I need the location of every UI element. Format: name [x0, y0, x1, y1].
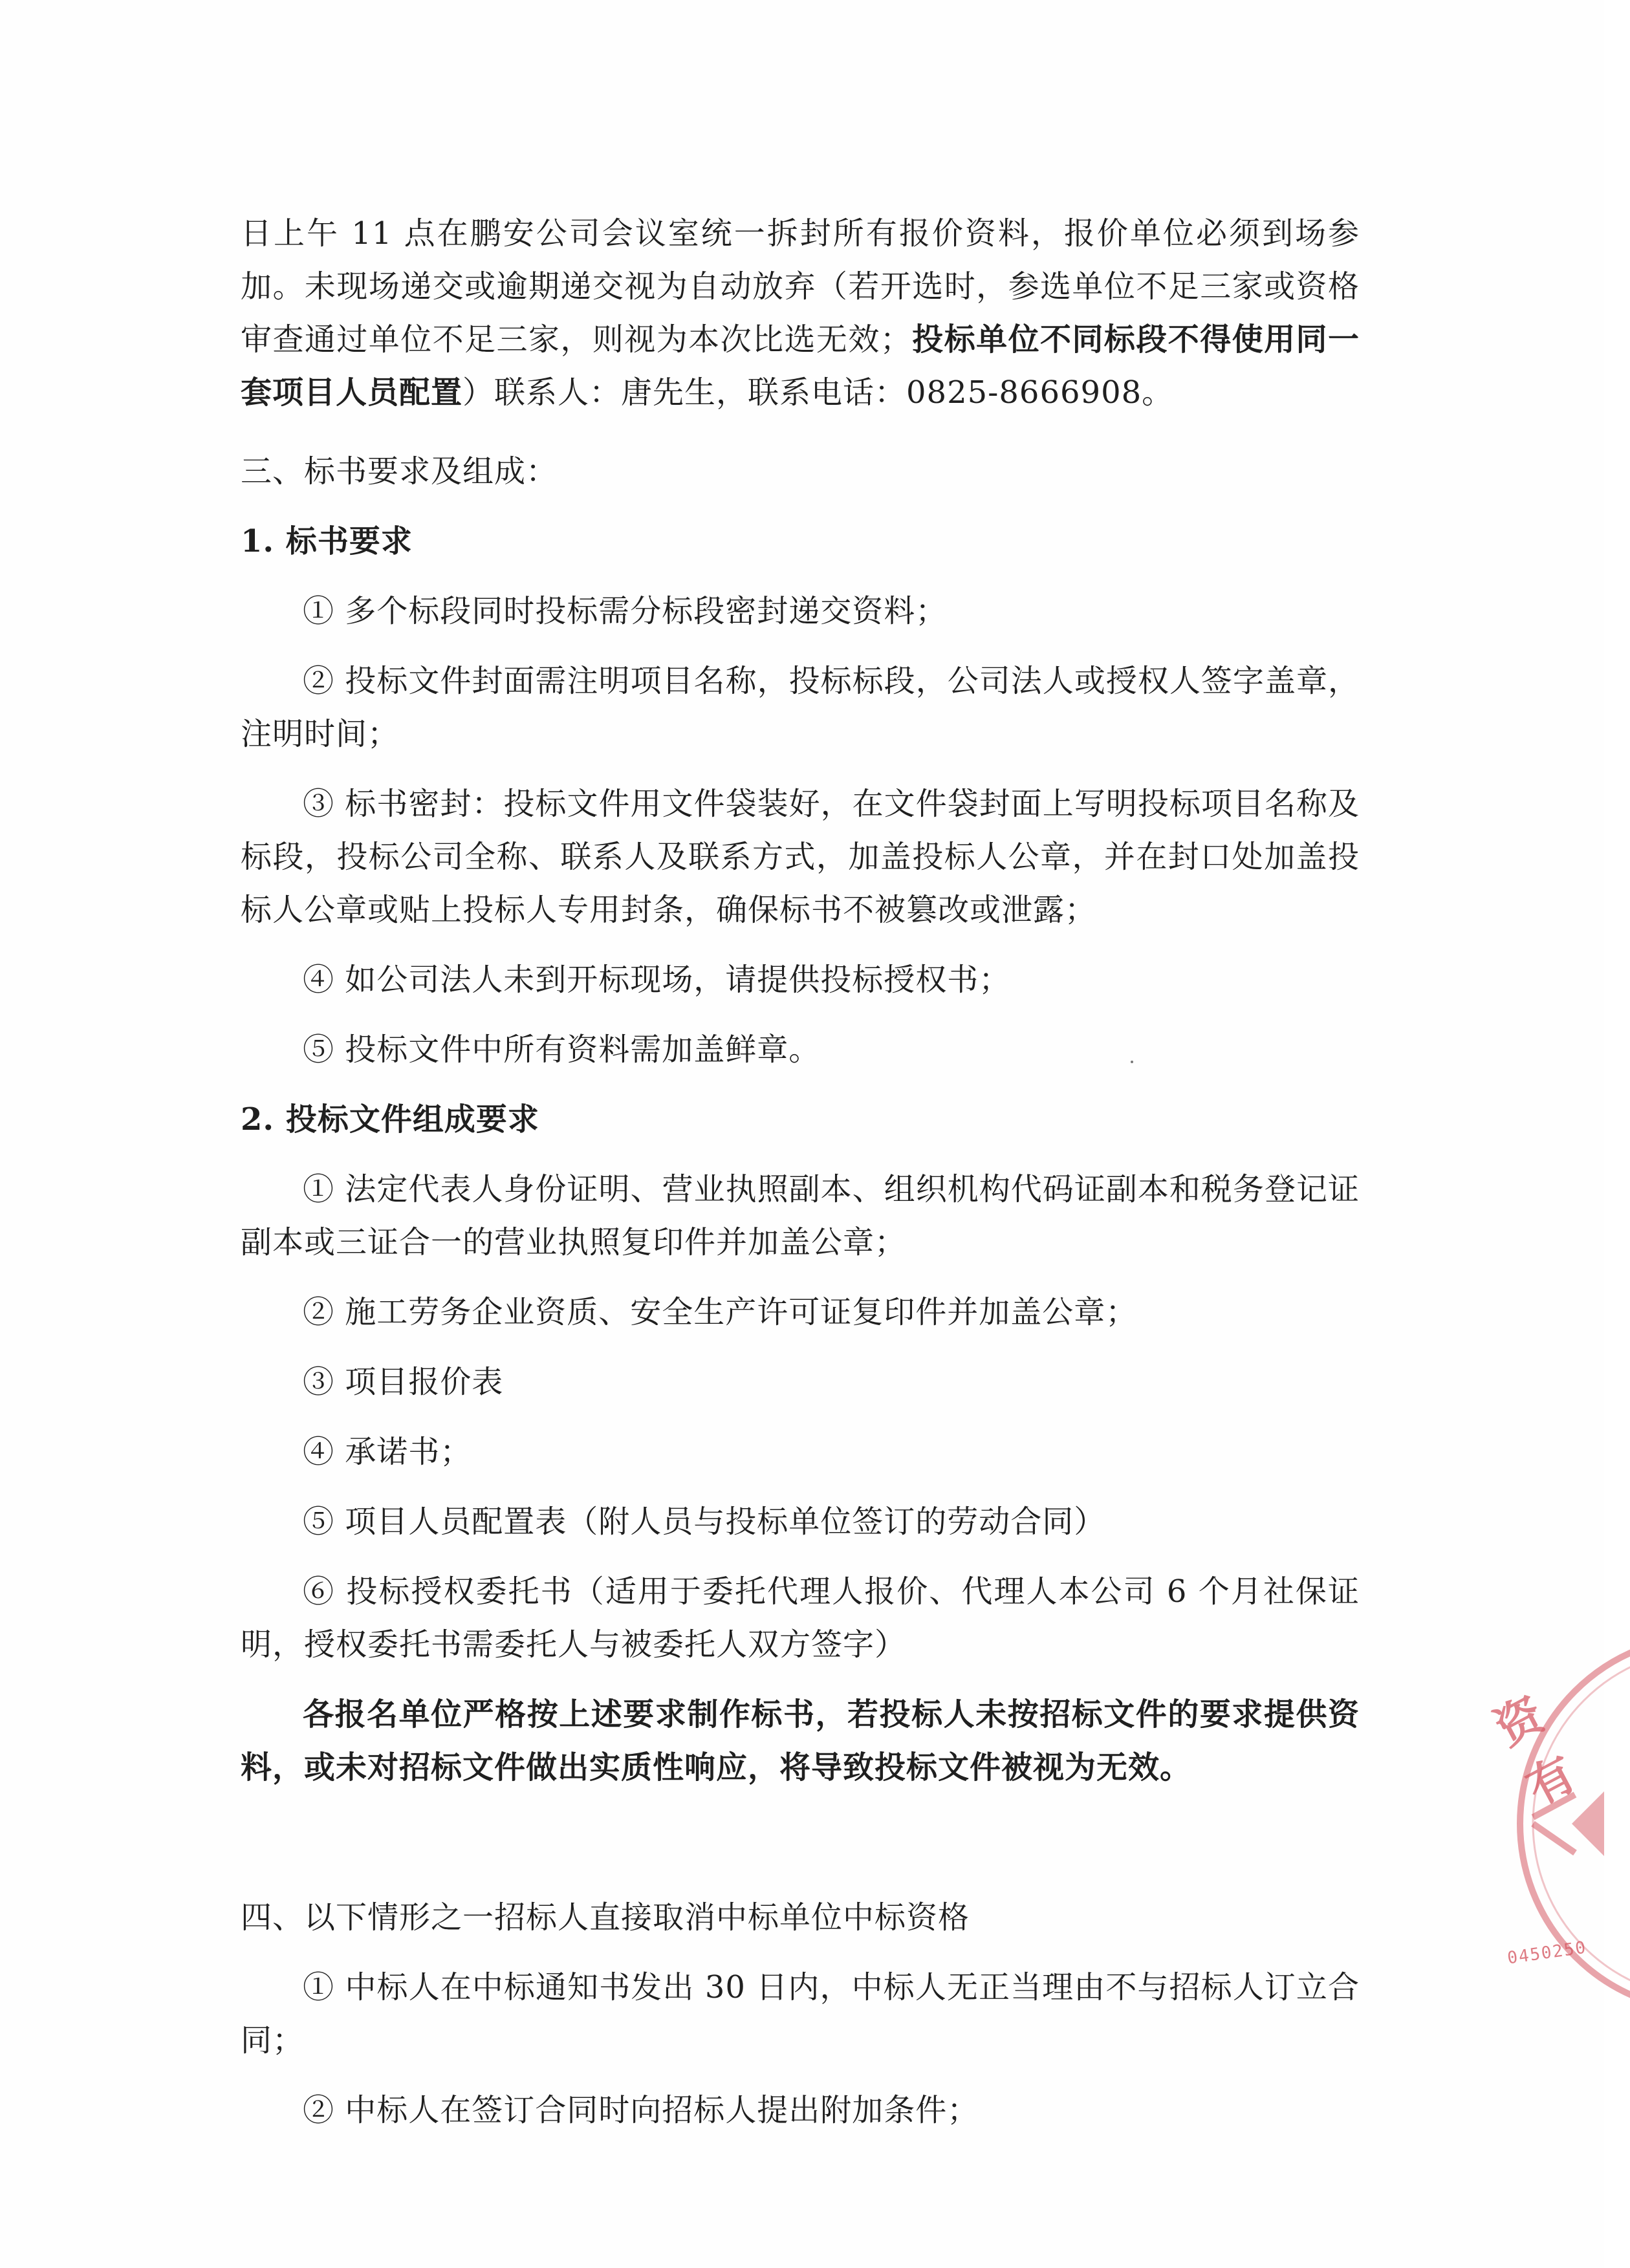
- sub2-item-5: ⑤ 项目人员配置表（附人员与投标单位签订的劳动合同）: [303, 1504, 1106, 1540]
- sub2-item-3: ③ 项目报价表: [303, 1364, 504, 1400]
- section3-sub1-heading: 1. 标书要求: [241, 523, 413, 559]
- intro-paragraph: [241, 207, 1360, 419]
- sub2-item-2: ② 施工劳务企业资质、安全生产许可证复印件并加盖公章；: [303, 1294, 1138, 1330]
- scan-speck: [1131, 1061, 1133, 1063]
- sub1-item-1: ① 多个标段同时投标需分标段密封递交资料；: [303, 593, 948, 629]
- section4-item-2: ② 中标人在签订合同时向招标人提出附加条件；: [303, 2092, 979, 2128]
- section4-item-1: ① 中标人在中标通知书发出 30 日内，中标人无正当理由不与招标人订立合同；: [241, 1969, 1360, 2058]
- intro-text: 日上午 11 点在鹏安公司会议室统一拆封所有报价资料，报价单位必须到场参加。未现场递交或逾期递交视为自动放弃（若开选时，参选单位不足三家或资格审查通过单位不足三家，则视为本次比选无效；: [241, 215, 1360, 358]
- seal-number: 0450250: [1506, 1938, 1589, 1969]
- sub1-item-4: ④ 如公司法人未到开标现场，请提供投标授权书；: [303, 962, 1011, 998]
- seal-text: 资有: [1485, 1684, 1588, 1816]
- sub2-item-1: ① 法定代表人身份证明、营业执照副本、组织机构代码证副本和税务登记证副本或三证合一的营业执照复印件并加盖公章；: [241, 1171, 1360, 1260]
- sub1-item-5: ⑤ 投标文件中所有资料需加盖鲜章。: [303, 1031, 821, 1068]
- seal-star-icon: [1572, 1791, 1604, 1856]
- sub1-item-2: ② 投标文件封面需注明项目名称，投标标段，公司法人或授权人签字盖章，注明时间；: [241, 663, 1360, 752]
- intro-bold-text: 投标单位不同标段不得使用同一套项目人员配置: [241, 321, 1360, 411]
- section4-heading: 四、以下情形之一招标人直接取消中标单位中标资格: [241, 1899, 970, 1936]
- section3-sub2-heading: 2. 投标文件组成要求: [241, 1101, 539, 1138]
- intro-tail-text: ）联系人：唐先生，联系电话：0825-8666908。: [462, 374, 1174, 411]
- sub2-closing: 各报名单位严格按上述要求制作标书，若投标人未按招标文件的要求提供资料，或未对招标文件做出实质性响应，将导致投标文件被视为无效。: [241, 1696, 1360, 1786]
- section3-heading: 三、标书要求及组成：: [241, 453, 558, 490]
- company-seal: [1485, 1630, 1604, 2005]
- sub2-item-4: ④ 承诺书；: [303, 1434, 472, 1470]
- sub1-item-3: ③ 标书密封：投标文件用文件袋装好，在文件袋封面上写明投标项目名称及标段，投标公司全称、联系人及联系方式，加盖投标人公章，并在封口处加盖投标人公章或贴上投标人专用封条，确保标书不被篡改或泄露；: [241, 786, 1360, 928]
- sub2-item-6: ⑥ 投标授权委托书（适用于委托代理人报价、代理人本公司 6 个月社保证明，授权委托书需委托人与被委托人双方签字）: [241, 1573, 1360, 1663]
- document-body: [241, 207, 1360, 2137]
